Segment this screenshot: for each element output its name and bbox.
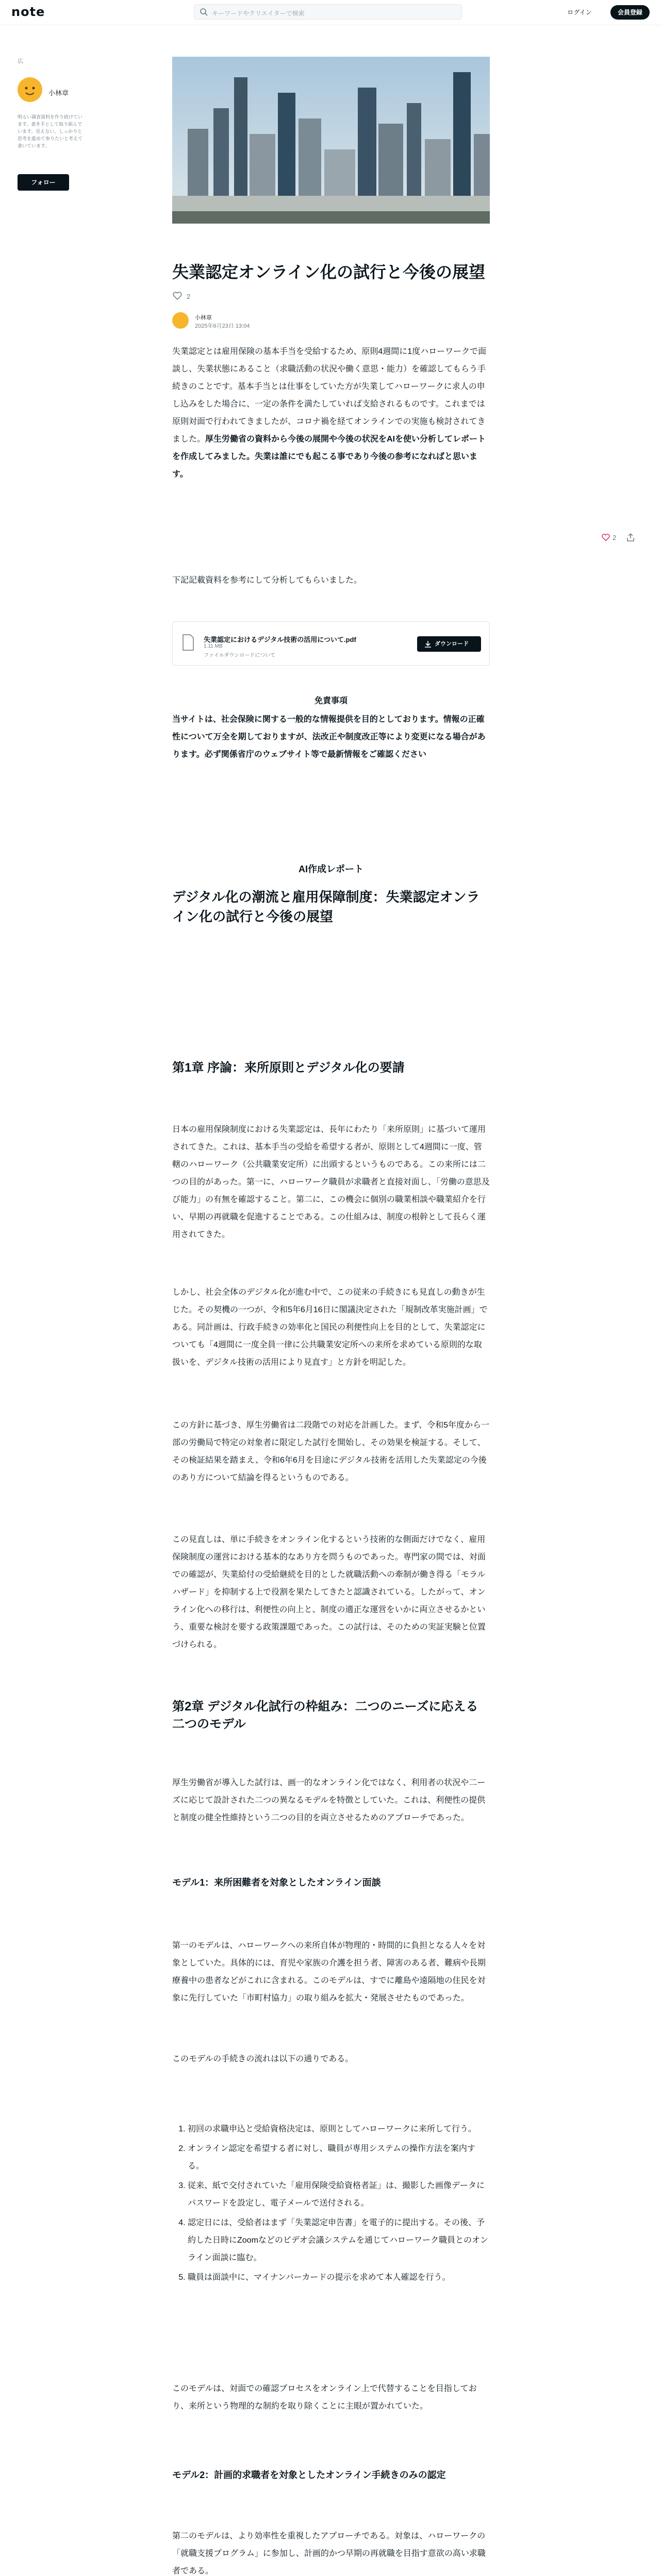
intro-text: 失業認定とは雇用保険の基本手当を受給するため、原則4週間に1度ハローワークで面談し、失業状態にあること（求職活動の状況や働く意思・能力）を確認してもらう手続きのことです。基本手当とは仕事をしていた方が失業してハローワークに求人の申し込みをした場合に、一定の条件を満たしていれば支給されるものです。これまでは原則対面で行われてきましたが、コロナ禍を経てオンラインでの実施も検討されてきました。 xyxy=(172,347,487,444)
file-attachment[interactable] xyxy=(172,621,490,666)
model1-heading: モデル1：来所困難者を対象としたオンライン面談 xyxy=(172,1877,381,1888)
like-count: 2 xyxy=(187,293,191,300)
chapter2-heading: 第2章 デジタル化試行の枠組み：二つのニーズに応える二つのモデル xyxy=(172,1700,478,1731)
intro-paragraph xyxy=(172,343,490,483)
note-logo[interactable]: note xyxy=(11,5,45,19)
file-size: 1.11 MB xyxy=(204,643,223,649)
source-note: 下記記載資料を参考にして分析してもらいました。 xyxy=(172,576,362,585)
intro-bold-text: 厚生労働省の資料から今後の展開や今後の状況をAIを使い分析してレポートを作成してみました。失業は誰にでも起こる事であり今後の参考になればと思います。 xyxy=(172,435,486,479)
hero-image xyxy=(172,57,490,224)
model2-heading: モデル2：計画的求職者を対象としたオンライン手続きのみの認定 xyxy=(172,2470,446,2480)
like-area xyxy=(172,291,191,303)
heart-icon[interactable] xyxy=(172,291,183,301)
search-input[interactable] xyxy=(194,4,462,20)
model1-steps xyxy=(172,2121,490,2289)
chapter1-paragraph-2: しかし、社会全体のデジタル化が進む中で、この従来の手続きにも見直しの動きが生じた。その契機の一つが、令和5年6月16日に閣議決定された「規制改革実施計画」である。同計画は、行政手続きの効率化と国民の利便性向上を目的として、失業認定についても「4週間に一度全員一律に公共職業安定所への来所を求めている原則的な取扱いを、デジタル技術の活用により見直す」と方針を明記した。 xyxy=(172,1288,488,1367)
file-icon xyxy=(182,634,194,651)
model1-paragraph-1: 第一のモデルは、ハローワークへの来所自体が物理的・時間的に負担となる人々を対象としていた。具体的には、育児や家族の介護を担う者、障害のある者、難病や長期療養中の患者などがこれに含まれる。このモデルは、すでに離島や遠隔地の住民を対象に先行していた「市町村協力」の取り組みを拡大・発展させたものであった。 xyxy=(172,1941,486,2003)
model1-paragraph-2: このモデルの手続きの流れは以下の通りである。 xyxy=(172,2055,354,2063)
list-item: 3. 従来、紙で交付されていた「雇用保険受給資格者証」は、撮影した画像データにパスワードを設定し、電子メールで送付される。 xyxy=(188,2177,490,2212)
list-item: 5. 職員は面談中に、マイナンバーカードの提示を求めて本人確認を行う。 xyxy=(188,2269,490,2286)
author-sidebar xyxy=(18,57,85,186)
list-item: 4. 認定日には、受給者はまず「失業認定申告書」を電子的に提出する。その後、予約した日時にZoomなどのビデオ会議システムを通じてハローワーク職員とのオンライン面談に臨む。 xyxy=(188,2214,490,2267)
model2-paragraph-1: 第二のモデルは、より効率性を重視したアプローチである。対象は、ハローワークの「就職支援プログラム」に参加し、計画的かつ早期の再就職を目指す意欲の高い求職者である。 xyxy=(172,2532,486,2575)
chapter1-paragraph-3: この方針に基づき、厚生労働省は二段階での対応を計画した。まず、令和5年度から一部の労働局で特定の対象者に限定した試行を開始し、その効果を検証する。そして、その検証結果を踏まえ、令和6年6月を目途にデジタル技術を活用した失業認定の今後のあり方について結論を得るというものである。 xyxy=(172,1421,489,1482)
author-avatar[interactable] xyxy=(172,312,189,329)
file-name: 失業認定におけるデジタル技術の活用について.pdf xyxy=(204,636,356,643)
list-item: 2. オンライン認定を希望する者に対し、職員が専用システムの操作方法を案内する。 xyxy=(188,2140,490,2175)
list-item: 1. 初回の求職申込と受給資格決定は、原則としてハローワークに来所して行う。 xyxy=(188,2121,490,2138)
avatar-face-icon xyxy=(18,77,42,102)
avatar[interactable] xyxy=(18,77,42,102)
search-placeholder: キーワードやクリエイターで検索 xyxy=(212,10,305,17)
model1-paragraph-3: このモデルは、対面での確認プロセスをオンライン上で代替することを目指しており、来所という物理的な制約を取り除くことに主眼が置かれていた。 xyxy=(172,2384,477,2411)
chapter1-paragraph-1: 日本の雇用保険制度における失業認定は、長年にわたり「来所原則」に基づいて運用されてきた。これは、基本手当の受給を希望する者が、原則として4週間に一度、管轄のハローワーク（公共職業安定所）に出頭するというものである。この来所には二つの目的があった。第一に、ハローワーク職員が求職者と直接対面し、「労働の意思及び能力」の有無を確認すること。第二に、この機会に個別の職業相談や職業紹介を行い、早期の再就職を促進することである。この仕組みは、制度の根幹として長らく運用されてきた。 xyxy=(172,1125,490,1239)
follow-button[interactable] xyxy=(18,174,69,191)
heart-icon[interactable] xyxy=(601,533,610,542)
search-icon xyxy=(200,8,208,16)
disclaimer-title: 免責事項 xyxy=(314,697,347,705)
login-button[interactable]: ログイン xyxy=(567,9,592,16)
chapter1-paragraph-4: この見直しは、単に手続きをオンライン化するという技術的な側面だけでなく、雇用保険制度の運営における基本的なあり方を問うものであった。専門家の間では、対面での確認が、失業給付の受給継続を目的とした就職活動への牽制が働き得る「モラルハザード」を抑制する上で役割を果たしてきたと認識されている。したがって、オンライン化への移行は、利便性の向上と、制度の適正な運営をいかに両立させるかという、重要な検討を要する政策課題であった。この試行は、そのための実証実験と位置づけられる。 xyxy=(172,1535,486,1649)
chapter2-paragraph-1: 厚生労働省が導入した試行は、画一的なオンライン化ではなく、利用者の状況や二ーズに応じて設計された二つの異なるモデルを特徴としていた。これは、利便性の提供と制度の健全性維持という二つの目的を両立させるためのアプローチであった。 xyxy=(172,1778,486,1822)
register-button[interactable]: 会員登録 xyxy=(610,5,650,20)
disclaimer-text: 当サイトは、社会保険に関する一般的な情報提供を目的としております。情報の正確性について万全を期しておりますが、法改正や制度改正等により変更になる場合があります。必ず関係省庁のウェブサイト等で最新情報をご確認ください xyxy=(172,715,486,759)
floating-actions xyxy=(601,533,637,543)
user-name[interactable]: 小林章 xyxy=(48,89,69,97)
article-title: 失業認定オンライン化の試行と今後の展望 xyxy=(172,263,486,281)
file-meta[interactable]: ファイルダウンロードについて xyxy=(204,653,276,658)
pinned-label: 広 xyxy=(18,58,23,64)
report-title: デジタル化の潮流と雇用保障制度：失業認定オンライン化の試行と今後の展望 xyxy=(172,889,480,924)
download-label: ダウンロード xyxy=(435,641,469,647)
chapter1-heading: 第1章 序論：来所原則とデジタル化の要請 xyxy=(172,1061,405,1075)
download-button[interactable] xyxy=(417,636,481,652)
author-name[interactable]: 小林章 xyxy=(195,315,212,321)
floating-like-count: 2 xyxy=(613,534,617,541)
city-skyline-image xyxy=(172,57,490,224)
site-header xyxy=(0,0,662,25)
ai-report-label: AI作成レポート xyxy=(299,864,363,874)
publish-date: 2025年6月23日 13:04 xyxy=(195,323,250,329)
download-icon xyxy=(424,640,432,648)
user-bio: 明るい調査資料を作り続けています。書き手として取り組んでいます。見えない、しっかりと思考を進めて参りたいと考えて書いています。 xyxy=(18,114,83,148)
follow-button-label: フォロー xyxy=(31,179,56,186)
share-icon[interactable] xyxy=(626,533,635,542)
